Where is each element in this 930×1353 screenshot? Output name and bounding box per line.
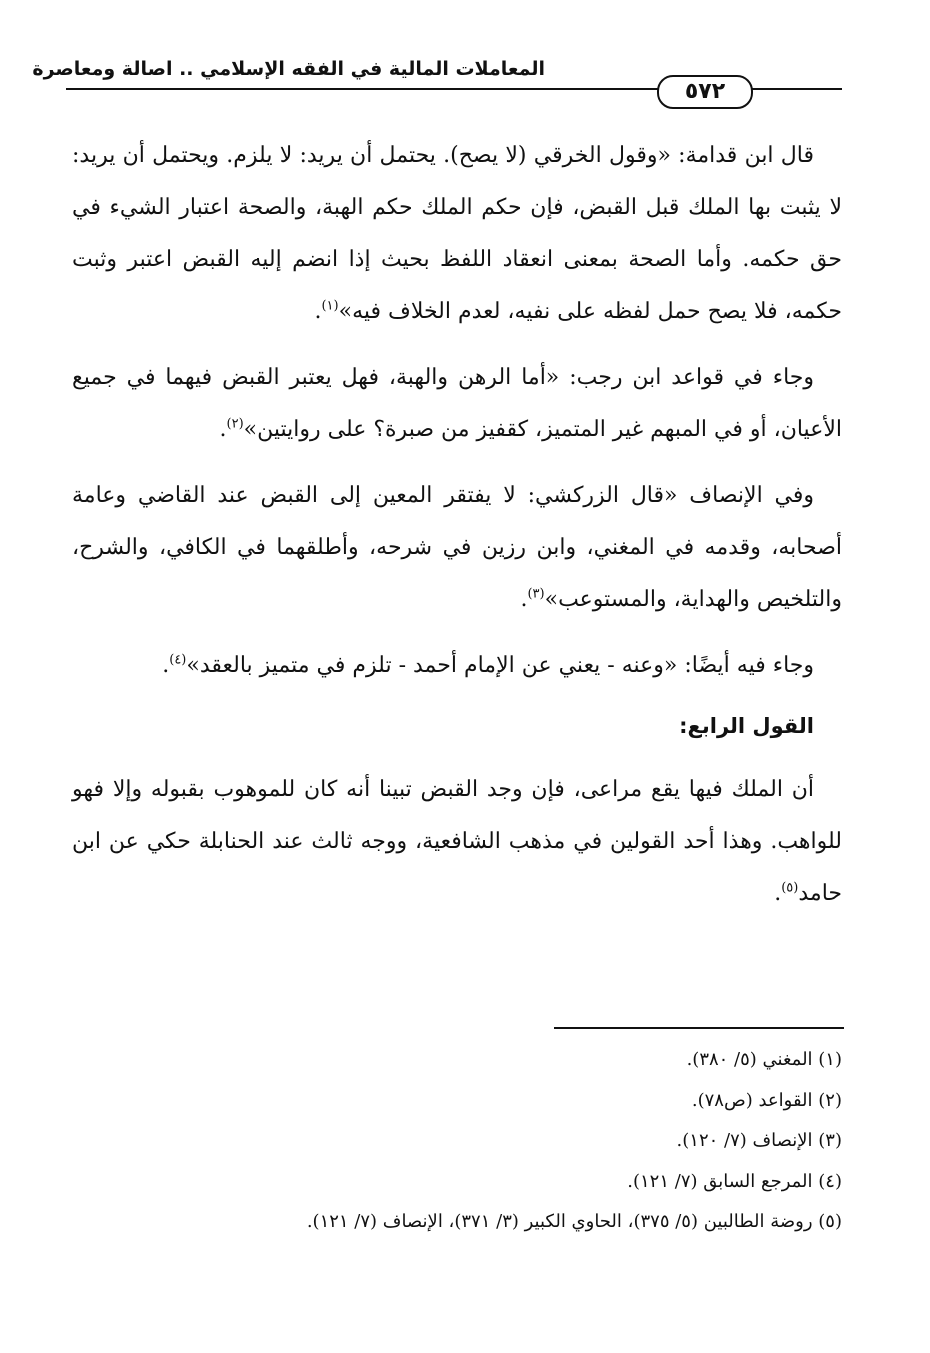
footnote-ref: (٤) — [169, 652, 187, 668]
paragraph-text: وجاء فيه أيضًا: «وعنه - يعني عن الإمام أحمد - تلزم في متميز بالعقد» — [186, 653, 814, 678]
footnote-ref: (١) — [321, 298, 339, 314]
footnote-ref: (٥) — [781, 880, 799, 896]
paragraph-fourth-opinion — [72, 764, 842, 920]
paragraph-end: . — [774, 881, 782, 906]
page-header — [0, 0, 930, 120]
paragraph-text: أن الملك فيها يقع مراعى، فإن وجد القبض تبينا أنه كان للموهوب بقبوله وإلا فهو للواهب. وهذا أحد القولين في مذهب الشافعية، ووجه ثالث عند الحنابلة حكي عن ابن حامد — [72, 777, 842, 906]
main-text — [72, 130, 842, 934]
paragraph-text: وجاء في قواعد ابن رجب: «أما الرهن والهبة، فهل يعتبر القبض فيهما في جميع الأعيان، أو في المبهم غير المتميز، كقفيز من صبرة؟ على روايتين» — [72, 365, 842, 442]
footnote-separator — [554, 1027, 844, 1029]
paragraph-insaf-2 — [72, 640, 842, 692]
paragraph-end: . — [219, 417, 227, 442]
footnote-4: (٤) المرجع السابق (٧/ ١٢١). — [627, 1170, 842, 1192]
paragraph-text: قال ابن قدامة: «وقول الخرقي (لا يصح). يحتمل أن يريد: لا يلزم. ويحتمل أن يريد: لا يثبت بها الملك قبل القبض، فإن حكم الملك حكم الهبة، والصحة اعتبار الشيء في حق حكمه. وأما الصحة بمعنى انعقاد اللفظ بحيث إذا انضم إليه القبض اعتبر وثبت حكمه، فلا يصح حمل لفظه على نفيه، لعدم الخلاف فيه» — [72, 143, 842, 324]
paragraph-insaf — [72, 470, 842, 626]
running-title: المعاملات المالية في الفقه الإسلامي .. اصالة ومعاصرة — [32, 58, 545, 80]
paragraph-text: وفي الإنصاف «قال الزركشي: لا يفتقر المعين إلى القبض عند القاضي وعامة أصحابه، وقدمه في المغني، وابن رزين في شرحه، وأطلقهما في الكافي، والشرح، والتلخيص والهداية، والمستوعب» — [72, 483, 842, 612]
section-heading: القول الرابع: — [679, 714, 814, 738]
paragraph-end: . — [162, 653, 170, 678]
paragraph-end: . — [520, 587, 528, 612]
footnotes — [60, 1040, 842, 1243]
page-number-badge: ٥٧٢ — [657, 75, 753, 109]
footnote-1: (١) المغني (٥/ ٣٨٠). — [686, 1049, 842, 1070]
footnote-ref: (٢) — [226, 416, 244, 432]
paragraph-ibn-qudama — [72, 130, 842, 338]
paragraph-end: . — [314, 299, 322, 324]
paragraph-ibn-rajab — [72, 352, 842, 456]
footnote-3: (٣) الإنصاف (٧/ ١٢٠). — [676, 1130, 842, 1151]
footnote-5: (٥) روضة الطالبين (٥/ ٣٧٥)، الحاوي الكبير (٣/ ٣٧١)، الإنصاف (٧/ ١٢١). — [306, 1211, 842, 1232]
footnote-2: (٢) القواعد (ص٧٨). — [691, 1089, 842, 1111]
footnote-ref: (٣) — [527, 586, 545, 602]
